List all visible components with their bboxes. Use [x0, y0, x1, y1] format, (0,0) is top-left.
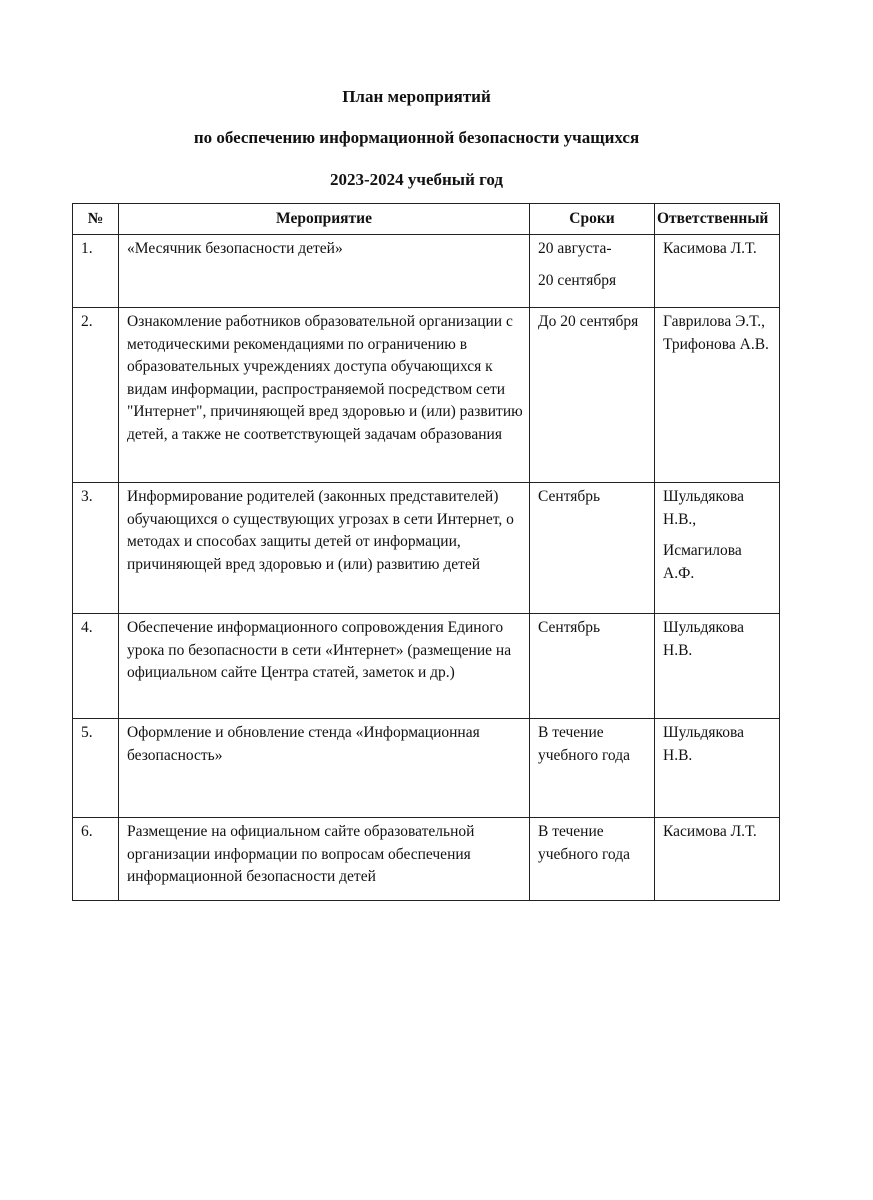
- row-number: 2.: [73, 308, 119, 483]
- row-event: Оформление и обновление стенда «Информационная безопасность»: [119, 719, 530, 818]
- row-responsible: Шульдякова Н.В., Исмагилова А.Ф.: [655, 483, 780, 614]
- row-number: 5.: [73, 719, 119, 818]
- row-responsible: Шульдякова Н.В.: [655, 614, 780, 719]
- row-number: 1.: [73, 235, 119, 308]
- table-row: [73, 614, 780, 719]
- row-event: Обеспечение информационного сопровождения Единого урока по безопасности в сети «Интернет» (размещение на официальном сайте Центра статей, заметок и др.): [119, 614, 530, 719]
- row-period: Сентябрь: [530, 483, 655, 614]
- document-title: План мероприятий: [342, 87, 491, 106]
- table-row: [73, 308, 780, 483]
- row-period: Сентябрь: [530, 614, 655, 719]
- academic-year: 2023-2024 учебный год: [329, 170, 504, 189]
- row-responsible: Гаврилова Э.Т., Трифонова А.В.: [655, 308, 780, 483]
- row-period: 20 августа- 20 сентября: [530, 235, 655, 308]
- row-responsible: Касимова Л.Т.: [655, 235, 780, 308]
- header-event: Мероприятие: [119, 204, 530, 235]
- row-event: Ознакомление работников образовательной организации с методическими рекомендациями по ограничению в образовательных учреждениях доступа обучающихся к видам информации, распространяемой посредством сети "Интернет", причиняющей вред здоровью и (или) развитию детей, а также не соответствующей задачам образования: [119, 308, 530, 483]
- header-responsible: Ответственный: [655, 204, 780, 235]
- row-period: До 20 сентября: [530, 308, 655, 483]
- row-number: 6.: [73, 818, 119, 901]
- row-event: «Месячник безопасности детей»: [119, 235, 530, 308]
- table-row: [73, 235, 780, 308]
- row-event: Размещение на официальном сайте образовательной организации информации по вопросам обеспечения информационной безопасности детей: [119, 818, 530, 901]
- header-num: №: [73, 204, 119, 235]
- table-row: [73, 818, 780, 901]
- table-row: [73, 483, 780, 614]
- document-subtitle: по обеспечению информационной безопасности учащихся: [193, 128, 640, 147]
- row-responsible: Шульдякова Н.В.: [655, 719, 780, 818]
- row-number: 4.: [73, 614, 119, 719]
- row-responsible: Касимова Л.Т.: [655, 818, 780, 901]
- row-period: В течение учебного года: [530, 719, 655, 818]
- events-table: [72, 203, 780, 901]
- row-period: В течение учебного года: [530, 818, 655, 901]
- table-row: [73, 719, 780, 818]
- table-header-row: [73, 204, 780, 235]
- header-period: Сроки: [530, 204, 655, 235]
- row-event: Информирование родителей (законных представителей) обучающихся о существующих угрозах в сети Интернет, о методах и способах защиты детей от информации, причиняющей вред здоровью и (или) развитию детей: [119, 483, 530, 614]
- row-number: 3.: [73, 483, 119, 614]
